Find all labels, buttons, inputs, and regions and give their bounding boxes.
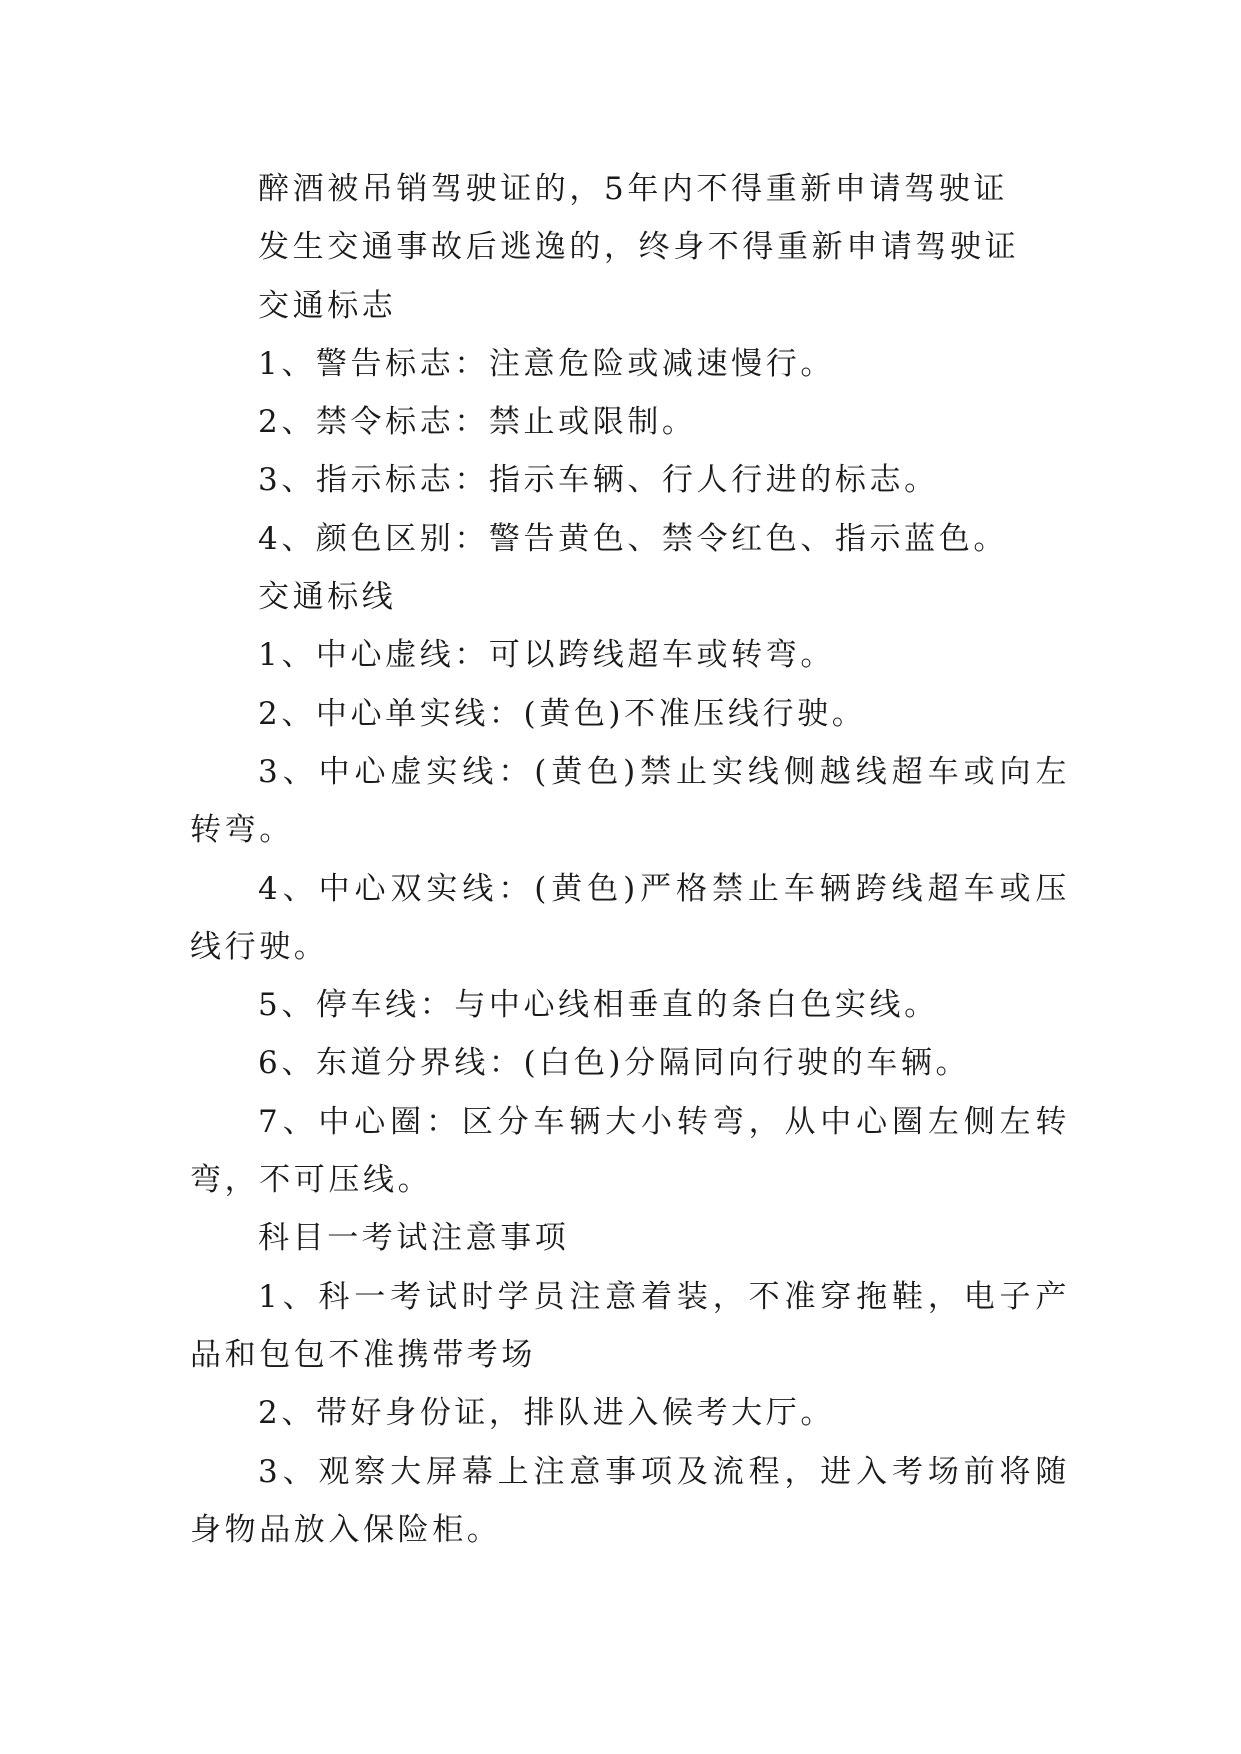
list-item: 2、中心单实线：(黄色)不准压线行驶。 (258, 695, 867, 732)
list-item: 7、中心圈：区分车辆大小转弯，从中心圈左侧左转弯，不可压线。 (190, 1103, 1070, 1199)
list-item: 1、警告标志：注意危险或减速慢行。 (258, 345, 835, 382)
paragraph: 醉酒被吊销驾驶证的，5年内不得重新申请驾驶证 (258, 171, 1008, 207)
section-heading: 交通标线 (258, 579, 397, 616)
list-item: 2、禁令标志：禁止或限制。 (258, 404, 697, 441)
list-item: 5、停车线：与中心线相垂直的条白色实线。 (258, 987, 939, 1024)
section-heading: 科目一考试注意事项 (258, 1220, 570, 1257)
list-item: 1、中心虚线：可以跨线超车或转弯。 (258, 637, 835, 674)
list-item: 6、东道分界线：(白色)分隔同向行驶的车辆。 (258, 1045, 971, 1082)
list-item: 3、观察大屏幕上注意事项及流程，进入考场前将随身物品放入保险柜。 (190, 1453, 1070, 1548)
paragraph: 发生交通事故后逃逸的，终身不得重新申请驾驶证 (258, 229, 1020, 266)
list-item: 3、中心虚实线：(黄色)禁止实线侧越线超车或向左转弯。 (190, 753, 1070, 849)
list-item: 4、颜色区别：警告黄色、禁令红色、指示蓝色。 (258, 520, 1008, 557)
list-item: 2、带好身份证，排队进入候考大厅。 (258, 1395, 835, 1432)
list-item: 1、科一考试时学员注意着装，不准穿拖鞋，电子产品和包包不准携带考场 (190, 1278, 1070, 1373)
document-body (190, 160, 1070, 1559)
section-heading: 交通标志 (258, 287, 397, 324)
list-item: 3、指示标志：指示车辆、行人行进的标志。 (258, 462, 939, 499)
list-item: 4、中心双实线：(黄色)严格禁止车辆跨线超车或压线行驶。 (190, 870, 1070, 965)
